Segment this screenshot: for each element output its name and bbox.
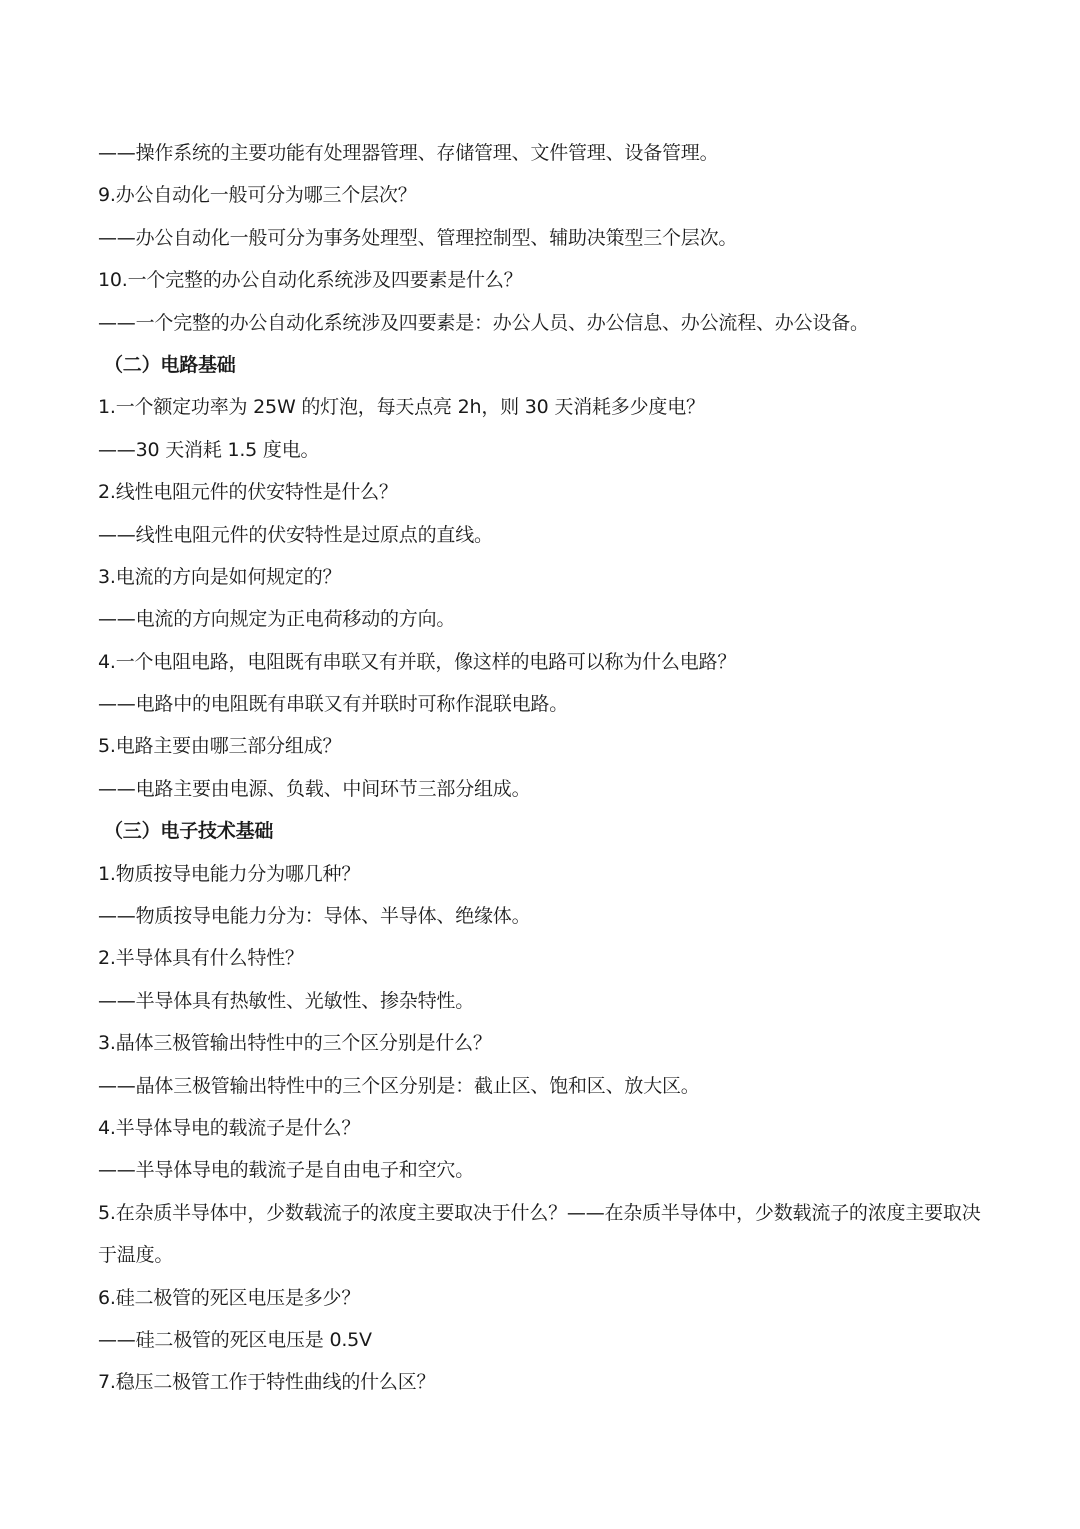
document-body (98, 132, 998, 1404)
question-line: 4.一个电阻电路，电阻既有串联又有并联，像这样的电路可以称为什么电路？ (98, 650, 737, 673)
question-line: 1.一个额定功率为 25W 的灯泡，每天点亮 2h，则 30 天消耗多少度电？ (98, 396, 705, 419)
question-line: 6.硅二极管的死区电压是多少？ (98, 1286, 361, 1309)
question-line: 2.线性电阻元件的伏安特性是什么？ (98, 481, 398, 504)
answer-line: ——物质按导电能力分为：导体、半导体、绝缘体。 (98, 905, 531, 928)
answer-line: ——电路主要由电源、负载、中间环节三部分组成。 (98, 777, 531, 800)
answer-line: 于温度。 (98, 1244, 174, 1267)
question-line: 3.晶体三极管输出特性中的三个区分别是什么？ (98, 1032, 492, 1055)
section-heading: （三）电子技术基础 (104, 820, 274, 843)
answer-line: ——电流的方向规定为正电荷移动的方向。 (98, 608, 456, 631)
answer-line: ——线性电阻元件的伏安特性是过原点的直线。 (98, 523, 493, 546)
section-heading: （二）电路基础 (104, 353, 236, 376)
answer-line: ——硅二极管的死区电压是 0.5V (98, 1328, 372, 1351)
question-line: 3.电流的方向是如何规定的？ (98, 565, 342, 588)
question-line: 9.办公自动化一般可分为哪三个层次？ (98, 184, 417, 207)
question-line: 1.物质按导电能力分为哪几种？ (98, 862, 361, 885)
answer-line: ——半导体导电的载流子是自由电子和空穴。 (98, 1159, 475, 1182)
answer-line: ——操作系统的主要功能有处理器管理、存储管理、文件管理、设备管理。 (98, 142, 719, 164)
answer-line: ——办公自动化一般可分为事务处理型、管理控制型、辅助决策型三个层次。 (98, 226, 738, 249)
answer-line: ——30 天消耗 1.5 度电。 (98, 438, 320, 461)
question-line: 7.稳压二极管工作于特性曲线的什么区？ (98, 1371, 436, 1394)
question-line: 5.在杂质半导体中，少数载流子的浓度主要取决于什么？——在杂质半导体中，少数载流子的浓度主要取决 (98, 1201, 981, 1224)
answer-line: ——电路中的电阻既有串联又有并联时可称作混联电路。 (98, 693, 569, 716)
answer-line: ——晶体三极管输出特性中的三个区分别是：截止区、饱和区、放大区。 (98, 1074, 700, 1097)
answer-line: ——一个完整的办公自动化系统涉及四要素是：办公人员、办公信息、办公流程、办公设备。 (98, 311, 869, 334)
question-line: 10.一个完整的办公自动化系统涉及四要素是什么？ (98, 269, 523, 292)
question-line: 5.电路主要由哪三部分组成？ (98, 735, 342, 758)
question-line: 2.半导体具有什么特性？ (98, 947, 304, 970)
question-line: 4.半导体导电的载流子是什么？ (98, 1116, 361, 1139)
answer-line: ——半导体具有热敏性、光敏性、掺杂特性。 (98, 989, 475, 1012)
